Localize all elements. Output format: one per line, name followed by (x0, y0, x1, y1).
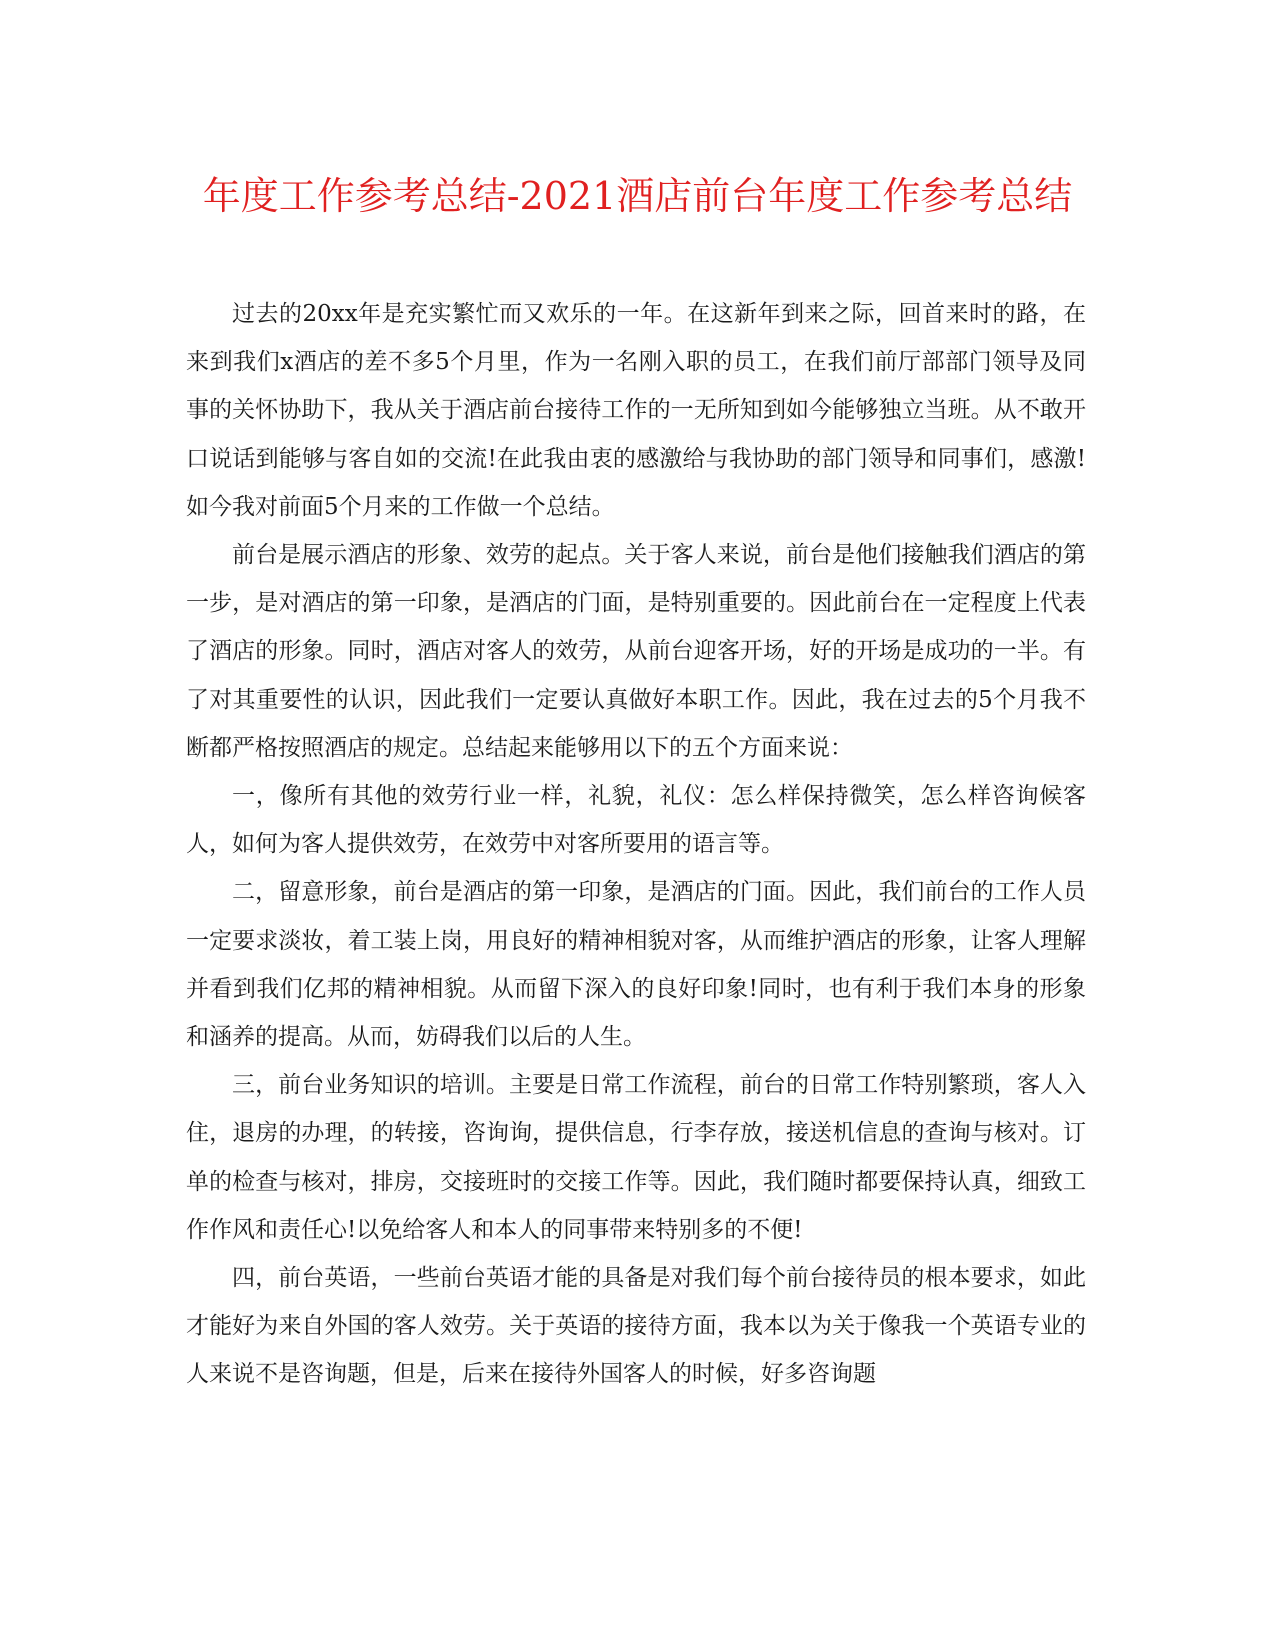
paragraph-point-one: 一，像所有其他的效劳行业一样，礼貌，礼仪：怎么样保持微笑，怎么样咨询候客人，如何为客人提供效劳，在效劳中对客所要用的语言等。 (186, 783, 1086, 858)
document-body (186, 290, 1086, 1399)
paragraph-point-two: 二，留意形象，前台是酒店的第一印象，是酒店的门面。因此，我们前台的工作人员一定要求淡妆，着工装上岗，用良好的精神相貌对客，从而维护酒店的形象，让客人理解并看到我们亿邦的精神相貌。从而留下深入的良好印象!同时，也有利于我们本身的形象和涵养的提高。从而，妨碍我们以后的人生。 (186, 879, 1086, 1051)
document-title: 年度工作参考总结-2021酒店前台年度工作参考总结 (202, 174, 1073, 218)
paragraph-point-four: 四，前台英语，一些前台英语才能的具备是对我们每个前台接待员的根本要求，如此才能好为来自外国的客人效劳。关于英语的接待方面，我本以为关于像我一个英语专业的人来说不是咨询题，但是，后来在接待外国客人的时候，好多咨询题 (186, 1265, 1086, 1388)
paragraph-intro: 过去的20xx年是充实繁忙而又欢乐的一年。在这新年到来之际，回首来时的路，在来到我们x酒店的差不多5个月里，作为一名刚入职的员工，在我们前厅部部门领导及同事的关怀协助下，我从关于酒店前台接待工作的一无所知到如今能够独立当班。从不敢开口说话到能够与客自如的交流!在此我由衷的感激给与我协助的部门领导和同事们，感激!如今我对前面5个月来的工作做一个总结。 (186, 301, 1086, 520)
paragraph-front-desk-role: 前台是展示酒店的形象、效劳的起点。关于客人来说，前台是他们接触我们酒店的第一步，是对酒店的第一印象，是酒店的门面，是特别重要的。因此前台在一定程度上代表了酒店的形象。同时，酒店对客人的效劳，从前台迎客开场，好的开场是成功的一半。有了对其重要性的认识，因此我们一定要认真做好本职工作。因此，我在过去的5个月我不断都严格按照酒店的规定。总结起来能够用以下的五个方面来说： (186, 542, 1086, 761)
paragraph-point-three: 三，前台业务知识的培训。主要是日常工作流程，前台的日常工作特别繁琐，客人入住，退房的办理，的转接，咨询询，提供信息，行李存放，接送机信息的查询与核对。订单的检查与核对，排房，交接班时的交接工作等。因此，我们随时都要保持认真，细致工作作风和责任心!以免给客人和本人的同事带来特别多的不便! (186, 1072, 1086, 1243)
